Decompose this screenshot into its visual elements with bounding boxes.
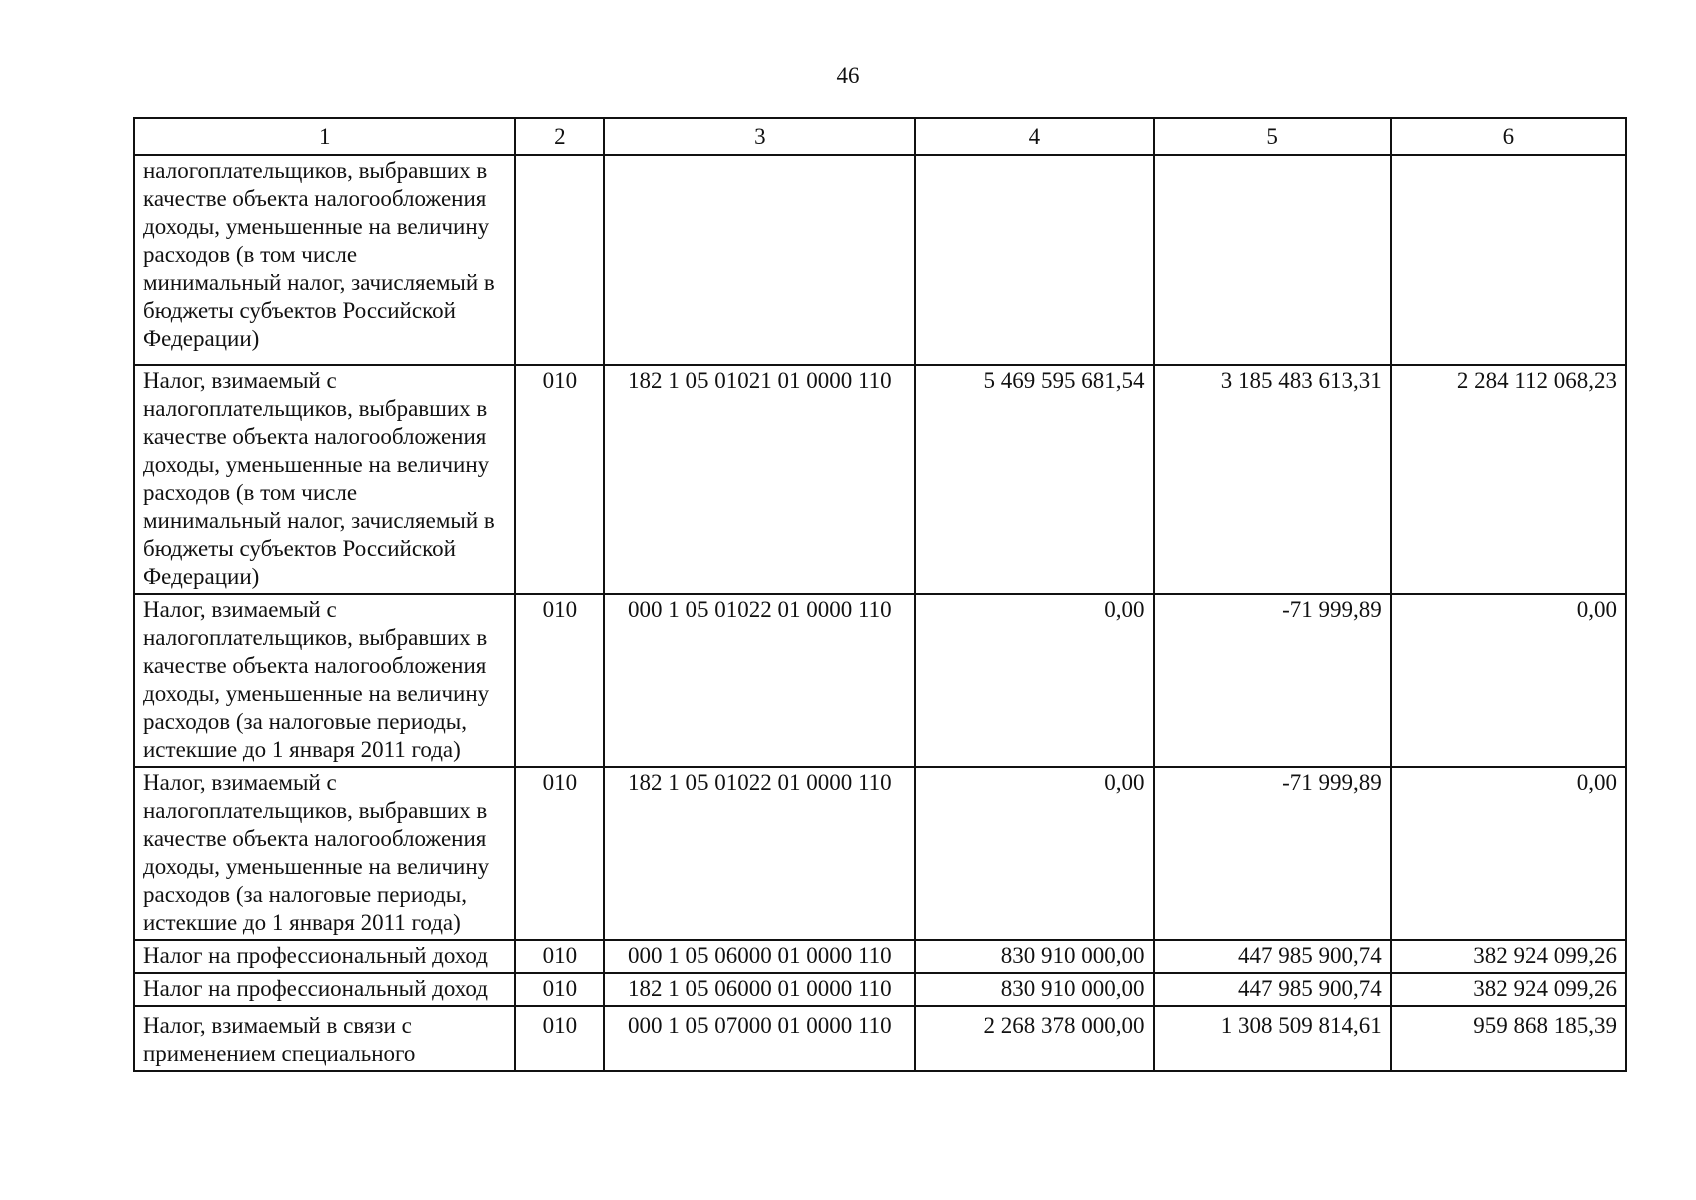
table-row [134,594,1626,767]
column-4-value-cell: 0,00 [915,594,1153,767]
table-row [134,365,1626,594]
line-code-cell: 010 [515,594,604,767]
column-6-value-cell: 959 868 185,39 [1391,1006,1626,1071]
indicator-name-cell: Налог, взимаемый с налогоплательщиков, выбравших в качестве объекта налогообложения доходы, уменьшенные на величину расходов (в том числе минимальный налог, зачисляемый в бюджеты субъектов Российской Федерации) [134,365,515,594]
table-row [134,155,1626,365]
income-code-cell [604,155,915,365]
line-code-cell: 010 [515,767,604,940]
indicator-name-cell: Налог на профессиональный доход [134,973,515,1006]
column-4-value-cell: 2 268 378 000,00 [915,1006,1153,1071]
column-4-value-cell [915,155,1153,365]
column-6-value-cell: 0,00 [1391,594,1626,767]
column-5-value-cell [1154,155,1391,365]
indicator-name-cell: Налог на профессиональный доход [134,940,515,973]
table-row [134,940,1626,973]
column-6-value-cell: 2 284 112 068,23 [1391,365,1626,594]
line-code-cell: 010 [515,1006,604,1071]
income-code-cell: 000 1 05 06000 01 0000 110 [604,940,915,973]
column-header-5: 5 [1154,118,1391,155]
column-5-value-cell: 1 308 509 814,61 [1154,1006,1391,1071]
line-code-cell: 010 [515,973,604,1006]
column-5-value-cell: 447 985 900,74 [1154,940,1391,973]
column-header-3: 3 [604,118,915,155]
column-5-value-cell: 3 185 483 613,31 [1154,365,1391,594]
income-code-cell: 182 1 05 01022 01 0000 110 [604,767,915,940]
table-row [134,973,1626,1006]
income-code-cell: 182 1 05 01021 01 0000 110 [604,365,915,594]
column-6-value-cell [1391,155,1626,365]
line-code-cell [515,155,604,365]
line-code-cell: 010 [515,940,604,973]
income-code-cell: 000 1 05 07000 01 0000 110 [604,1006,915,1071]
indicator-name-cell: Налог, взимаемый с налогоплательщиков, выбравших в качестве объекта налогообложения доходы, уменьшенные на величину расходов (за налоговые периоды, истекшие до 1 января 2011 года) [134,594,515,767]
table-row [134,1006,1626,1071]
column-6-value-cell: 382 924 099,26 [1391,940,1626,973]
column-5-value-cell: 447 985 900,74 [1154,973,1391,1006]
column-header-4: 4 [915,118,1153,155]
column-4-value-cell: 0,00 [915,767,1153,940]
table-header-row [134,118,1626,155]
column-5-value-cell: -71 999,89 [1154,767,1391,940]
column-6-value-cell: 382 924 099,26 [1391,973,1626,1006]
column-header-1: 1 [134,118,515,155]
column-4-value-cell: 830 910 000,00 [915,940,1153,973]
column-5-value-cell: -71 999,89 [1154,594,1391,767]
column-4-value-cell: 5 469 595 681,54 [915,365,1153,594]
page-number: 46 [836,63,860,88]
line-code-cell: 010 [515,365,604,594]
column-4-value-cell: 830 910 000,00 [915,973,1153,1006]
indicator-name-cell: Налог, взимаемый с налогоплательщиков, выбравших в качестве объекта налогообложения доходы, уменьшенные на величину расходов (за налоговые периоды, истекшие до 1 января 2011 года) [134,767,515,940]
column-6-value-cell: 0,00 [1391,767,1626,940]
income-code-cell: 000 1 05 01022 01 0000 110 [604,594,915,767]
table-row [134,767,1626,940]
column-header-6: 6 [1391,118,1626,155]
column-header-2: 2 [515,118,604,155]
income-code-cell: 182 1 05 06000 01 0000 110 [604,973,915,1006]
indicator-name-cell: налогоплательщиков, выбравших в качестве объекта налогообложения доходы, уменьшенные на величину расходов (в том числе минимальный налог, зачисляемый в бюджеты субъектов Российской Федерации) [134,155,515,365]
indicator-name-cell: Налог, взимаемый в связи с применением специального [134,1006,515,1071]
budget-report-table [133,117,1627,1072]
